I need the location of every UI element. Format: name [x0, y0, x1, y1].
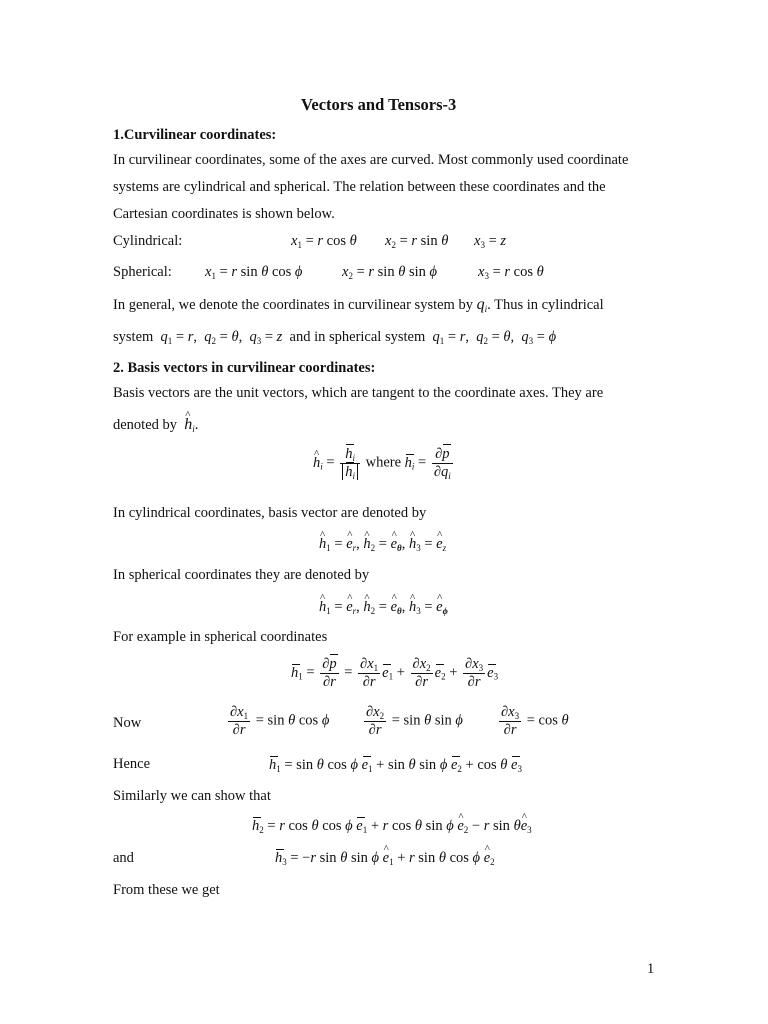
section-1-heading: 1.Curvilinear coordinates:	[113, 127, 277, 143]
page-number: 1	[647, 961, 655, 977]
h1-result-eq: $h_1 = \sin \theta$ cos ϕ $e_1 + \sin \theta$ sin ϕ $e_2 + \cos \theta$ $e_3$	[269, 757, 522, 774]
general-line-2: system $q_1 = r$, $q_2 = \theta$, $q_3 = z$ and in spherical system $q_1 = r$, $q_2 = \theta$, $q_3 = \phi$	[113, 329, 557, 346]
similarly-text: Similarly we can show that	[113, 788, 271, 804]
cylindrical-label: Cylindrical:	[113, 233, 183, 249]
h1-derivative-eq: $h_1$ = $\frac{\partial p}{\partial r}$ = $\frac{\partial x_1}{\partial r}$ $e_1$ + $\frac{\partial x_2}{\partial r}$ $e_2$ + $\frac{\partial x_3}{\partial r}$ $e_3$	[291, 656, 499, 690]
h2-result-eq: $h_2 = r$ cos θ cos ϕ $e_1 + r$ cos θ sin ϕ ^ $e_2 - r$ sin θ^ $e_3$	[252, 819, 532, 834]
example-text: For example in spherical coordinates	[113, 629, 328, 645]
section-2-para-line-1: Basis vectors are the unit vectors, which are tangent to the coordinate axes. They are	[113, 385, 604, 401]
dx2-dr-eq: $\frac{\partial x_2}{\partial r}$ = sin θ sin ϕ	[366, 704, 463, 738]
from-these-text: From these we get	[113, 882, 220, 898]
dx1-dr-eq: $\frac{\partial x_1}{\partial r}$ = sin θ cos ϕ	[230, 704, 330, 738]
hence-label: Hence	[113, 756, 151, 772]
section-1-para-line-2: systems are cylindrical and spherical. The relation between these coordinates and the	[113, 179, 606, 195]
general-line-1: In general, we denote the coordinates in curvilinear system by $q_i$. Thus in cylindrical	[113, 296, 604, 314]
cylindrical-eq-x2: $x_2 = r$ sin θ	[385, 233, 449, 250]
page-title: Vectors and Tensors-3	[301, 95, 457, 114]
basis-vector-definition: ^ $h_i$ = $\frac{h_i}{h_i}$ where $h_i$ = $\frac{\partial p}{\partial q_i}$	[313, 446, 455, 480]
spherical-basis-text: In spherical coordinates they are denoted by	[113, 567, 370, 583]
now-label: Now	[113, 715, 142, 731]
h3-result-eq: $h_3 = -r$ sin θ sin ϕ ^ $e_1 + r$ sin θ cos ϕ ^ $e_2$	[275, 851, 495, 866]
spherical-label: Spherical:	[113, 264, 172, 280]
cylindrical-basis-eq: ^ $h_1$ = ^ $e_r$, ^ $h_2$ = ^ $e_\theta$, ^ $h_3$ = ^ $e_z$	[319, 537, 446, 552]
spherical-eq-x2: $x_2 = r$ sin θ sin ϕ	[342, 264, 438, 281]
section-1-para-line-1: In curvilinear coordinates, some of the axes are curved. Most commonly used coordinate	[113, 152, 629, 168]
denoted-by-line: denoted by ^ $h_i$.	[113, 417, 198, 433]
dx3-dr-eq: $\frac{\partial x_3}{\partial r}$ = cos θ	[501, 704, 569, 738]
and-label: and	[113, 850, 134, 866]
spherical-eq-x3: $x_3 = r$ cos θ	[478, 264, 544, 281]
spherical-eq-x1: $x_1 = r$ sin θ cos ϕ	[205, 264, 303, 281]
spherical-basis-eq: ^ $h_1$ = ^ $e_r$, ^ $h_2$ = ^ $e_\theta$, ^ $h_3$ = ^ $e_\phi$	[319, 600, 448, 615]
cylindrical-eq-x3: $x_3 = z$	[474, 233, 507, 250]
section-2-heading: 2. Basis vectors in curvilinear coordinates:	[113, 360, 376, 376]
cylindrical-eq-x1: $x_1 = r$ cos θ	[291, 233, 357, 250]
cylindrical-basis-text: In cylindrical coordinates, basis vector are denoted by	[113, 505, 427, 521]
section-1-para-line-3: Cartesian coordinates is shown below.	[113, 206, 335, 222]
